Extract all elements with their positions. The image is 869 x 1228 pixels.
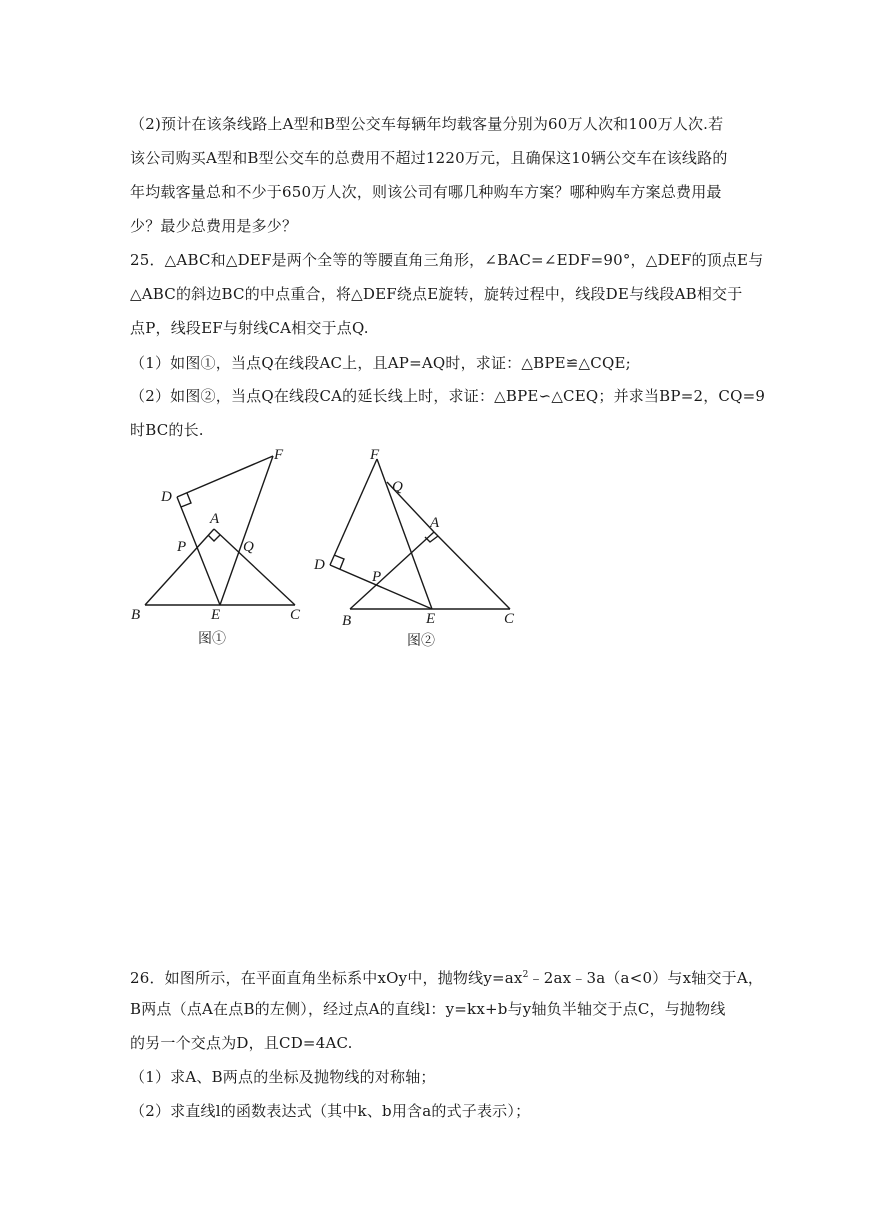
fig1-label-p: P: [177, 539, 187, 555]
q26-exponent: 2: [522, 970, 529, 980]
fig2-caption: 图②: [407, 634, 435, 649]
fig1-segment-df: [177, 456, 273, 497]
fig2-segment-ba: [350, 532, 434, 609]
fig2-segment-fd: [330, 459, 377, 565]
q25-stem-line-1: 25．△ABC和△DEF是两个全等的等腰直角三角形，∠BAC=∠EDF=90°，△DEF的顶点E与: [130, 251, 764, 269]
q26-stem-line-3: 的另一个交点为D，且CD=4AC.: [130, 1034, 353, 1052]
fig1-label-q: Q: [243, 539, 254, 555]
fig2-segment-fe: [377, 459, 432, 609]
q25-stem-line-2: △ABC的斜边BC的中点重合，将△DEF绕点E旋转，旋转过程中，线段DE与线段AB相交于: [130, 285, 743, 303]
q26-part1: （1）求A、B两点的坐标及抛物线的对称轴；: [130, 1068, 436, 1086]
fig1-label-e: E: [211, 607, 221, 623]
figure-2: [310, 445, 520, 655]
fig2-segment-ac: [434, 532, 510, 609]
q26-part2: （2）求直线l的函数表达式（其中k、b用含a的式子表示）；: [130, 1102, 531, 1120]
fig2-right-angle-a: [425, 536, 438, 542]
fig1-label-a: A: [210, 511, 220, 527]
fig1-segment-ef: [220, 456, 273, 605]
figure-1: [125, 445, 315, 655]
q24-part2-line-2: 该公司购买A型和B型公交车的总费用不超过1220万元，且确保这10辆公交车在该线路的: [130, 149, 728, 167]
q24-part2-line-3: 年均载客量总和不少于650万人次，则该公司有哪几种购车方案？哪种购车方案总费用最: [130, 183, 722, 201]
fig1-label-d: D: [161, 489, 172, 505]
fig2-label-c: C: [504, 611, 515, 627]
fig1-label-b: B: [131, 607, 141, 623]
fig1-right-angle-a: [208, 535, 220, 541]
q25-part1: （1）如图①，当点Q在线段AC上，且AP=AQ时，求证：△BPE≌△CQE;: [130, 354, 631, 372]
q25-part2-line-1: （2）如图②，当点Q在线段CA的延长线上时，求证：△BPE∽△CEQ；并求当BP=2，CQ=9: [130, 387, 766, 405]
q25-part2-line-2: 时BC的长.: [130, 421, 204, 439]
fig2-label-p: P: [372, 569, 382, 585]
fig2-label-f: F: [370, 447, 380, 463]
fig1-label-c: C: [290, 607, 301, 623]
q25-stem-line-3: 点P，线段EF与射线CA相交于点Q.: [130, 319, 369, 337]
q24-part2-line-4: 少？最少总费用是多少？: [130, 217, 298, 235]
fig2-label-e: E: [426, 611, 436, 627]
q26-stem-line-1: [130, 965, 763, 988]
fig2-label-a: A: [430, 515, 440, 531]
fig1-label-f: F: [274, 447, 284, 463]
fig1-caption: 图①: [198, 632, 226, 647]
q26-stem-line-1-b: ﹣2ax﹣3a（a<0）与x轴交于A，: [528, 969, 764, 987]
fig2-label-q: Q: [392, 479, 403, 495]
q24-part2-line-1: （2)预计在该条线路上A型和B型公交车每辆年均载客量分别为60万人次和100万人次.若: [130, 115, 724, 133]
fig2-label-d: D: [314, 557, 325, 573]
q26-stem-line-2: B两点（点A在点B的左侧），经过点A的直线l：y=kx+b与y轴负半轴交于点C，与抛物线: [130, 1000, 726, 1018]
q26-stem-line-1-a: 26．如图所示，在平面直角坐标系中xOy中，抛物线y=ax: [130, 969, 523, 987]
fig1-segment-ac: [214, 529, 295, 605]
fig2-label-b: B: [342, 613, 352, 629]
